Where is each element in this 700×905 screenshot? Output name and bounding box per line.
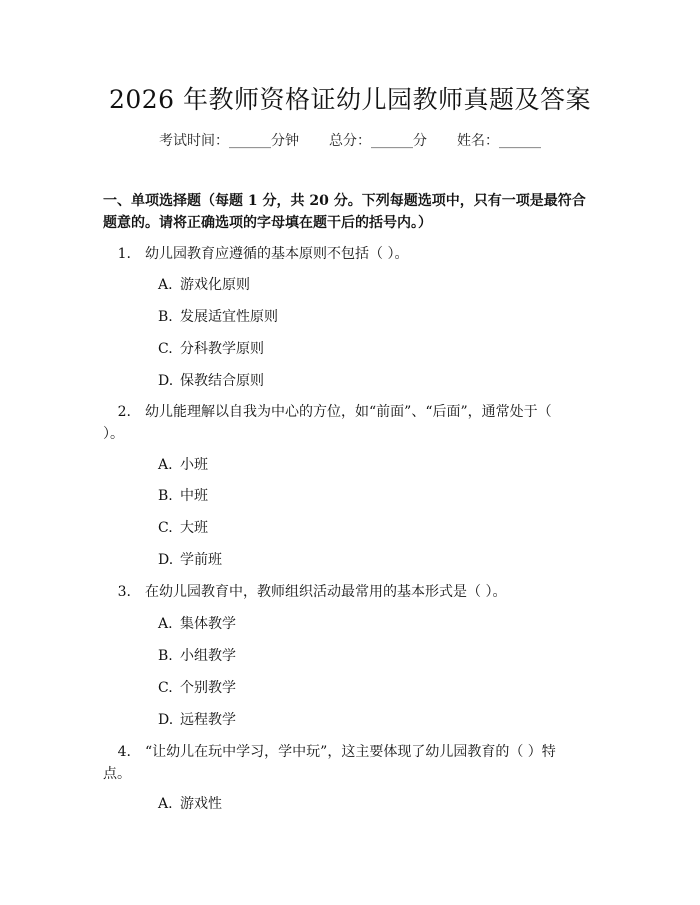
- option-1c: [158, 338, 264, 360]
- option-text: 集体教学: [180, 616, 236, 632]
- question-text: 幼儿园教育应遵循的基本原则不包括（ ）。: [145, 246, 409, 262]
- question-number: 1.: [117, 246, 131, 262]
- option-text: 游戏性: [180, 796, 222, 812]
- section-heading: 一、单项选择题（每题 1 分，共 20 分。下列每题选项中，只有一项是最符合题意的。请将正确选项的字母填在题干后的括号内。）: [103, 193, 586, 231]
- option-letter: D.: [158, 373, 174, 389]
- question-1: [103, 243, 598, 265]
- exam-score-field: 总分：______分: [329, 133, 427, 149]
- option-3a: [158, 613, 236, 635]
- option-letter: B.: [158, 648, 173, 664]
- option-1d: [158, 370, 264, 392]
- option-text: 学前班: [180, 552, 222, 568]
- option-1b: [158, 306, 278, 328]
- option-letter: A.: [158, 457, 173, 473]
- option-3b: [158, 645, 236, 667]
- option-3c: [158, 677, 236, 699]
- option-letter: C.: [158, 520, 173, 536]
- option-4a: [158, 793, 222, 815]
- option-2c: [158, 517, 208, 539]
- option-2a: [158, 454, 208, 476]
- exam-time-field: 考试时间：______分钟: [159, 133, 299, 149]
- option-text: 游戏化原则: [180, 277, 250, 293]
- option-letter: A.: [158, 796, 173, 812]
- option-2d: [158, 549, 222, 571]
- option-text: 保教结合原则: [180, 373, 264, 389]
- option-letter: D.: [158, 552, 174, 568]
- option-text: 小班: [180, 457, 208, 473]
- option-text: 中班: [180, 488, 208, 504]
- document-title: 2026 年教师资格证幼儿园教师真题及答案: [108, 85, 592, 114]
- option-letter: A.: [158, 616, 173, 632]
- exam-meta: [0, 130, 700, 150]
- question-number: 2.: [117, 404, 131, 420]
- option-3d: [158, 709, 236, 731]
- option-letter: C.: [158, 341, 173, 357]
- question-number: 4.: [117, 744, 131, 760]
- question-text: 在幼儿园教育中，教师组织活动最常用的基本形式是（ ）。: [145, 584, 507, 600]
- question-number: 3.: [117, 584, 131, 600]
- question-text: 幼儿能理解以自我为中心的方位，如“前面”、“后面”，通常处于（ ）。: [103, 404, 552, 442]
- option-letter: D.: [158, 712, 174, 728]
- option-text: 大班: [180, 520, 208, 536]
- option-text: 小组教学: [180, 648, 236, 664]
- option-text: 个别教学: [180, 680, 236, 696]
- question-3: [103, 581, 598, 603]
- option-text: 发展适宜性原则: [180, 309, 278, 325]
- option-letter: A.: [158, 277, 173, 293]
- option-letter: B.: [158, 309, 173, 325]
- option-1a: [158, 274, 250, 296]
- question-2: [103, 401, 573, 445]
- question-4: [103, 741, 578, 785]
- option-text: 分科教学原则: [180, 341, 264, 357]
- option-letter: B.: [158, 488, 173, 504]
- option-2b: [158, 485, 208, 507]
- option-text: 远程教学: [180, 712, 236, 728]
- option-letter: C.: [158, 680, 173, 696]
- exam-name-field: 姓名：______: [457, 133, 541, 149]
- question-text: “让幼儿在玩中学习，学中玩”，这主要体现了幼儿园教育的（ ）特点。: [103, 744, 556, 782]
